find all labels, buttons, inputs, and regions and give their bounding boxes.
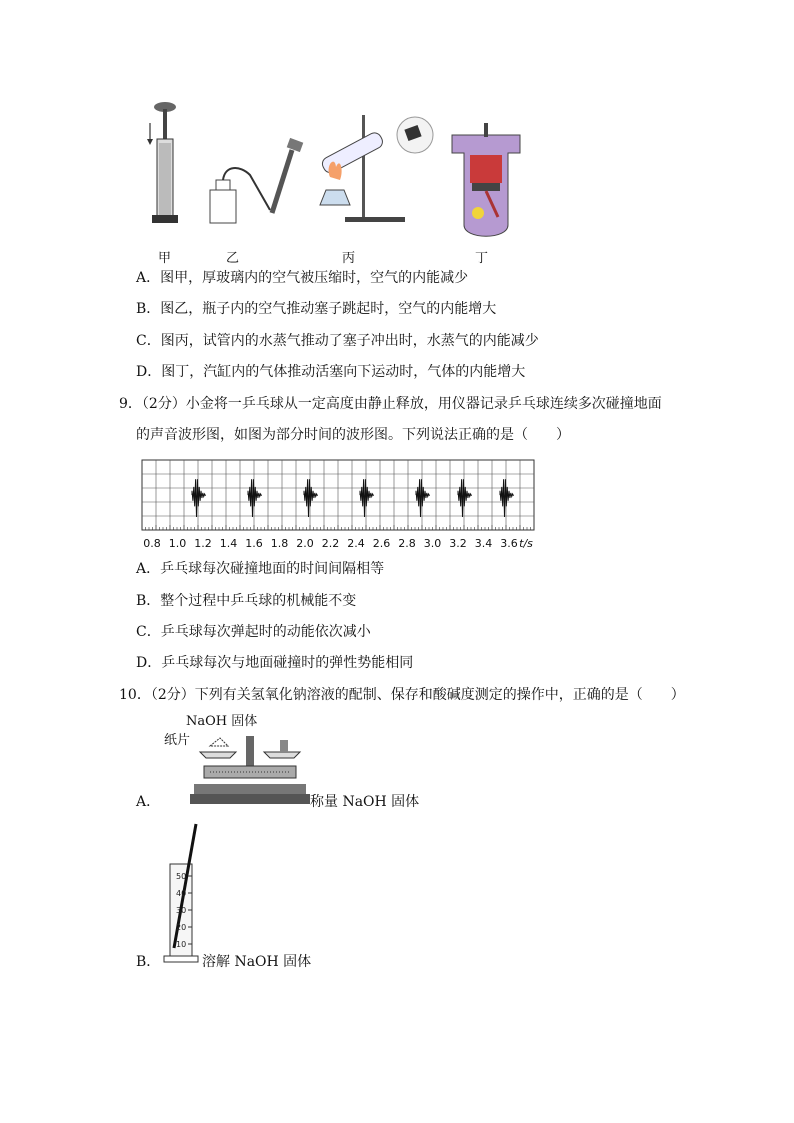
q10-option-a-caption: 称量 NaOH 固体 [310, 794, 420, 810]
cylinder-tick-label: 50 [176, 872, 187, 881]
q8-figures-svg [130, 95, 550, 265]
figure-label-ding: 丁 [475, 251, 489, 266]
figure-label-jia: 甲 [158, 251, 172, 266]
cylinder-tick-label: 40 [176, 889, 187, 898]
figure-yi-bottle [210, 138, 303, 223]
figure-ding-engine [452, 123, 520, 236]
q9-waveform-figure [138, 458, 558, 553]
figure-bing-testtube [320, 115, 433, 222]
q9-option-d: D．乒乓球每次与地面碰撞时的弹性势能相同 [136, 655, 414, 671]
q10-fig-a-label-top: NaOH 固体 [186, 714, 258, 729]
q9-stem-line1: 9．（2分）小金将一乒乓球从一定高度由静止释放，用仪器记录乒乓球连续多次碰撞地面 [119, 396, 662, 412]
q8-option-b: B．图乙，瓶子内的空气推动塞子跳起时，空气的内能增大 [136, 301, 497, 317]
q8-figure-row [130, 95, 550, 265]
cylinder-figure [160, 822, 210, 970]
q10-stem-line1: 10．（2分）下列有关氢氧化钠溶液的配制、保存和酸碱度测定的操作中，正确的是（ ） [119, 687, 685, 703]
axis-tick-label: 1.0 [168, 537, 187, 550]
q9-option-c: C．乒乓球每次弹起时的动能依次减小 [136, 624, 371, 640]
axis-unit-label: t/s [519, 537, 533, 550]
cylinder-tick-label: 30 [176, 906, 187, 915]
cylinder-svg [160, 822, 210, 970]
q9-option-b: B．整个过程中乒乓球的机械能不变 [136, 593, 357, 609]
balance-svg [190, 728, 310, 808]
axis-tick-label: 2.6 [372, 537, 391, 550]
axis-tick-label: 3.6 [500, 537, 518, 550]
figure-label-bing: 丙 [342, 251, 356, 266]
axis-tick-label: 2.8 [398, 537, 416, 550]
waveform-svg [138, 458, 558, 553]
q9-option-a: A．乒乓球每次碰撞地面的时间间隔相等 [136, 561, 385, 577]
axis-tick-label: 0.8 [143, 537, 161, 550]
q10-option-b-prefix: B． [136, 954, 161, 970]
q10-fig-a-label-side: 纸片 [164, 733, 191, 748]
axis-tick-label: 2.0 [296, 537, 314, 550]
q10-option-b-caption: 溶解 NaOH 固体 [202, 954, 312, 970]
balance-figure [190, 728, 310, 808]
axis-tick-label: 2.2 [321, 537, 340, 550]
figure-jia-pump [147, 102, 178, 223]
cylinder-tick-label: 20 [176, 923, 187, 932]
cylinder-tick-label: 10 [176, 940, 187, 949]
axis-tick-label: 1.8 [270, 537, 289, 550]
axis-tick-label: 1.4 [219, 537, 238, 550]
axis-tick-label: 1.6 [245, 537, 263, 550]
q10-option-a-prefix: A． [136, 794, 161, 810]
q8-option-c: C．图丙，试管内的水蒸气推动了塞子冲出时，水蒸气的内能减少 [136, 333, 539, 349]
axis-tick-label: 2.4 [347, 537, 365, 550]
axis-tick-label: 3.2 [449, 537, 467, 550]
axis-tick-label: 3.4 [474, 537, 493, 550]
figure-label-yi: 乙 [226, 251, 240, 266]
q8-option-d: D．图丁，汽缸内的气体推动活塞向下运动时，气体的内能增大 [136, 364, 526, 380]
q9-stem-line2: 的声音波形图，如图为部分时间的波形图。下列说法正确的是（ ） [136, 427, 570, 443]
q8-option-a: A．图甲，厚玻璃内的空气被压缩时，空气的内能减少 [136, 270, 469, 286]
axis-tick-label: 3.0 [423, 537, 442, 550]
axis-tick-label: 1.2 [194, 537, 212, 550]
